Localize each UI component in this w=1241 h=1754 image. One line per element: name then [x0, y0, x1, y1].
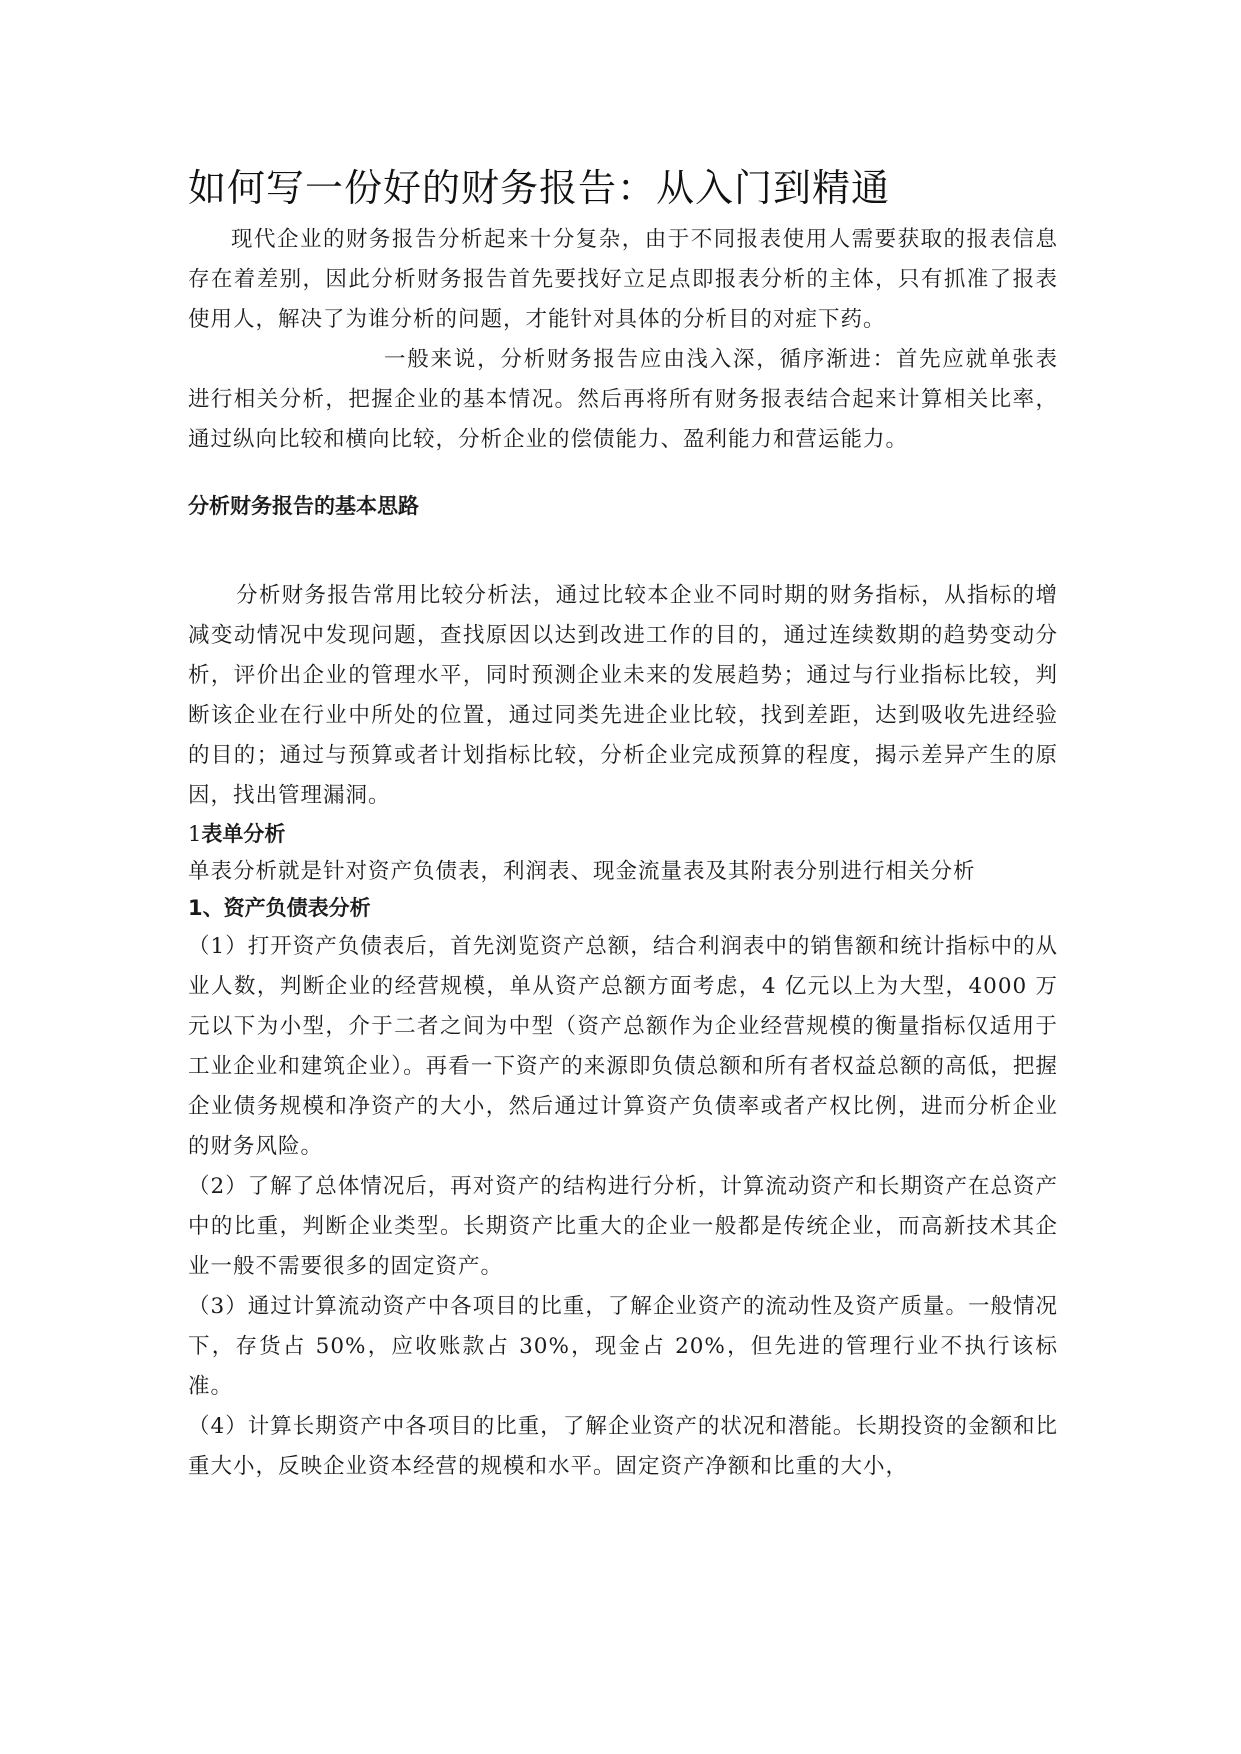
intro-paragraph-2: 一般来说，分析财务报告应由浅入深，循序渐进：首先应就单张表进行相关分析，把握企业的基本情况。然后再将所有财务报表结合起来计算相关比率，通过纵向比较和横向比较，分析企业的偿债能力、盈利能力和营运能力。	[188, 347, 1058, 452]
subsection-title: 表单分析	[201, 822, 286, 846]
subsection-number: 1	[188, 822, 202, 846]
subsection-heading-balance-sheet: 1、资产负债表分析	[188, 896, 371, 920]
document-page	[188, 160, 1058, 1487]
single-table-description: 单表分析就是针对资产负债表，利润表、现金流量表及其附表分别进行相关分析	[188, 859, 976, 884]
section-heading: 分析财务报告的基本思路	[188, 494, 419, 518]
list-item: （3）通过计算流动资产中各项目的比重，了解企业资产的流动性及资产质量。一般情况下，存货占 50%，应收账款占 30%，现金占 20%，但先进的管理行业不执行该标准。	[188, 1294, 1058, 1399]
intro-paragraph-1: 现代企业的财务报告分析起来十分复杂，由于不同报表使用人需要获取的报表信息存在着差别，因此分析财务报告首先要找好立足点即报表分析的主体，只有抓准了报表使用人，解决了为谁分析的问题，才能针对具体的分析目的对症下药。	[188, 227, 1058, 332]
page-title: 如何写一份好的财务报告：从入门到精通	[188, 166, 891, 210]
list-item: （1）打开资产负债表后，首先浏览资产总额，结合利润表中的销售额和统计指标中的从业人数，判断企业的经营规模，单从资产总额方面考虑，4 亿元以上为大型，4000 万元以下为小型，介于二者之间为中型（资产总额作为企业经营规模的衡量指标仅适用于工业企业和建筑企业）。再看一下资产的来源即负债总额和所有者权益总额的高低，把握企业债务规模和净资产的大小，然后通过计算资产负债率或者产权比例，进而分析企业的财务风险。	[188, 934, 1058, 1159]
method-paragraph: 分析财务报告常用比较分析法，通过比较本企业不同时期的财务指标，从指标的增减变动情况中发现问题，查找原因以达到改进工作的目的，通过连续数期的趋势变动分析，评价出企业的管理水平，同时预测企业未来的发展趋势；通过与行业指标比较，判断该企业在行业中所处的位置，通过同类先进企业比较，找到差距，达到吸收先进经验的目的；通过与预算或者计划指标比较，分析企业完成预算的程度，揭示差异产生的原因，找出管理漏洞。	[188, 583, 1058, 808]
list-item: （4）计算长期资产中各项目的比重，了解企业资产的状况和潜能。长期投资的金额和比重大小，反映企业资本经营的规模和水平。固定资产净额和比重的大小，	[188, 1414, 1058, 1479]
list-item: （2）了解了总体情况后，再对资产的结构进行分析，计算流动资产和长期资产在总资产中的比重，判断企业类型。长期资产比重大的企业一般都是传统企业，而高新技术其企业一般不需要很多的固定资产。	[188, 1174, 1058, 1279]
subsection-heading-1	[188, 816, 1058, 853]
